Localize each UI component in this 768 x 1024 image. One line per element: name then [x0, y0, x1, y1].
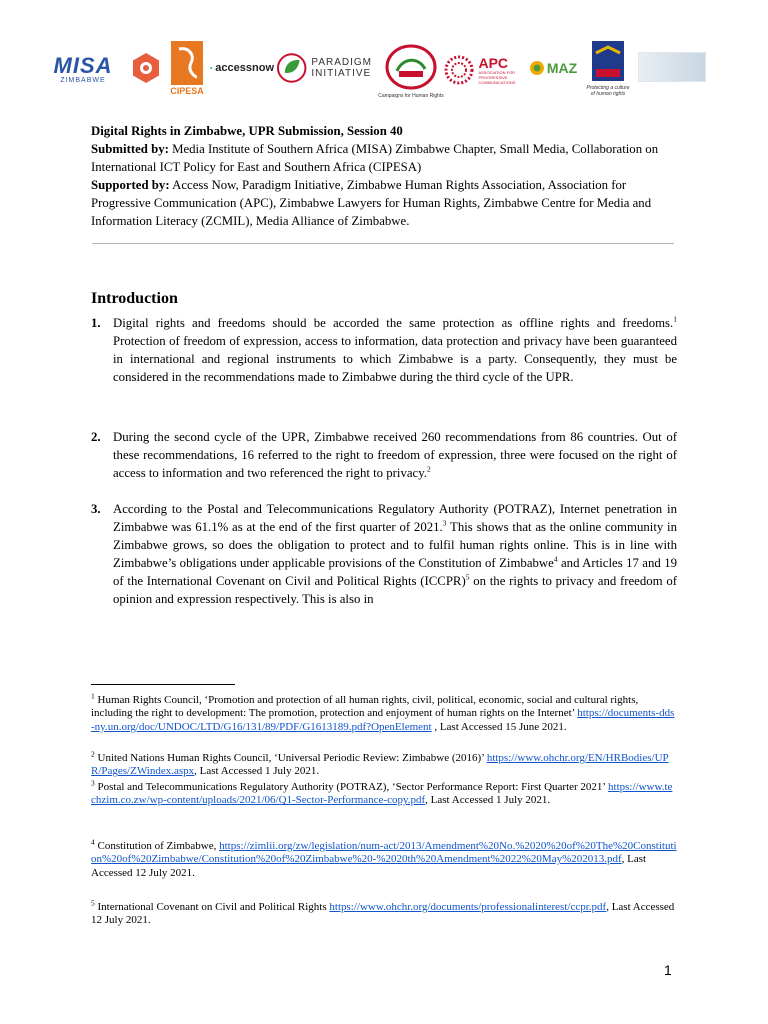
- header-divider: [92, 243, 674, 244]
- zimrights-emblem-icon: [383, 43, 439, 93]
- page-number: 1: [664, 962, 672, 978]
- paragraph-text: According to the Postal and Telecommunications Regulatory Authority (POTRAZ), Internet penetration in Zimbabwe was 61.1% as at the end of the first quarter of 2021.: [113, 502, 677, 534]
- paragraph-number: 3.: [91, 502, 101, 516]
- misa-zimbabwe-logo: [46, 54, 120, 84]
- submitted-by-text: Media Institute of Southern Africa (MISA) Zimbabwe Chapter, Small Media, Collaboration on International ICT Policy for East and Southern Africa (CIPESA): [91, 142, 659, 174]
- footnote-separator: [91, 684, 235, 685]
- paragraph-1: [91, 314, 677, 386]
- paradigm-logo-line1: PARADIGM: [311, 57, 372, 68]
- cipesa-logo-mark: [171, 41, 203, 85]
- orange-hexagon-logo: [130, 52, 162, 84]
- footnote-text: , Last Accessed 12 July 2021.: [91, 901, 675, 927]
- misa-logo-text: MISA: [53, 52, 113, 78]
- document-title: Digital Rights in Zimbabwe, UPR Submission, Session 40: [91, 124, 403, 138]
- paragraph-text: Protection of freedom of expression, access to information, data protection and privacy have been guaranteed in international and regional instruments to which Zimbabwe is a party. Consequently, they must be considered in the recommendations made to Zimbabwe during the third cycle of the UPR.: [113, 334, 677, 384]
- cipesa-logo-text: CIPESA: [170, 85, 204, 96]
- misa-logo-subtext: ZIMBABWE: [60, 76, 106, 84]
- maz-logo-text: MAZ: [546, 60, 578, 76]
- apc-logo: [440, 42, 520, 98]
- zlhr-shield-icon: [590, 39, 626, 85]
- footnote-number: 5: [91, 898, 95, 908]
- paragraph-text: During the second cycle of the UPR, Zimbabwe received 260 recommendations from 86 countries. Out of these recommendations, 16 referred to the right to freedom of expression, three were focused on the right of access to information and two referenced the right to privacy.: [113, 430, 677, 480]
- apc-subtext-3: COMMUNICATIONS: [478, 79, 516, 85]
- zimrights-caption: Campaigns for Human Rights: [378, 93, 444, 99]
- paragraph-text: This shows that as the online community in Zimbabwe grows, so does the obligation to protect and to fulfil human rights online. This is in line with Zimbabwe’s obligations under applicable provisions of the Constitution of Zimbabwe: [113, 520, 678, 570]
- apc-subtext-2: PROGRESSIVE: [478, 74, 508, 80]
- footnote-3: [91, 778, 677, 808]
- footnote-text: , Last Accessed 15 June 2021.: [431, 720, 567, 733]
- footnote-link[interactable]: https://www.ohchr.org/documents/professionalinterest/ccpr.pdf: [329, 901, 607, 913]
- introduction-heading: Introduction: [91, 290, 178, 307]
- footnote-text: Constitution of Zimbabwe,: [94, 840, 220, 852]
- footnote-link[interactable]: https://zimlii.org/zw/legislation/num-act/2013/Amendment%20No.%2020%20of%20The%20Constitution%20of%20Zimbabwe/Constitution%20of%20Zimbabwe%20-%2020th%20Amendment%2022%20May%202013.pdf: [91, 840, 677, 866]
- footnote-4: [91, 837, 677, 880]
- footnote-2: [91, 749, 677, 779]
- cipesa-logo: [170, 38, 204, 98]
- footnote-text: , Last Accessed 1 July 2021.: [194, 765, 320, 778]
- footnote-text: International Covenant on Civil and Political Rights: [94, 901, 330, 913]
- paragraph-2: [91, 428, 677, 482]
- paradigm-logo-line2: INITIATIVE: [311, 68, 372, 79]
- footnote-ref[interactable]: 4: [553, 554, 558, 564]
- maz-logo: [526, 56, 580, 80]
- supported-by-text: Access Now, Paradigm Initiative, Zimbabwe Human Rights Association, Association for Progressive Communication (APC), Zimbabwe Lawyers for Human Rights, Zimbabwe Centre for Media and Information Literacy (ZCMIL), Media Alliance of Zimbabwe.: [91, 178, 652, 228]
- paradigm-leaf-icon: [276, 52, 307, 84]
- paragraph-3: [91, 500, 677, 608]
- apc-subtext-1: ASSOCIATION FOR: [478, 69, 516, 75]
- footnote-text: , Last Accessed 1 July 2021.: [425, 794, 551, 807]
- paragraph-number: 1.: [91, 316, 101, 330]
- paradigm-initiative-logo: [276, 48, 372, 88]
- submitted-by-label: Submitted by:: [91, 142, 169, 156]
- paragraph-number: 2.: [91, 430, 101, 444]
- footnote-text: United Nations Human Rights Council, ‘Universal Periodic Review: Zimbabwe (2016)’: [94, 752, 487, 764]
- footnote-ref[interactable]: 1: [673, 314, 677, 324]
- apc-logo-text: APC: [478, 54, 509, 71]
- footnote-number: 4: [91, 837, 95, 847]
- accessnow-logo-text: accessnow: [215, 62, 274, 74]
- footnote-ref[interactable]: 5: [465, 572, 470, 582]
- footnote-number: 2: [91, 749, 95, 759]
- footnote-link[interactable]: https://www.techzim.co.zw/wp-content/uploads/2021/06/Q1-Sector-Performance-copy.pdf: [91, 781, 673, 807]
- footnote-text: , Last Accessed 12 July 2021.: [91, 853, 647, 879]
- paragraph-text: and Articles 17 and 19 of the International Covenant on Civil and Political Rights (ICCPR): [113, 556, 677, 588]
- paragraph-text: on the rights to privacy and freedom of opinion and expression respectively. This is also in: [113, 574, 677, 606]
- zimrights-logo: [375, 40, 447, 102]
- footnote-number: 3: [91, 778, 95, 788]
- footnote-ref[interactable]: 2: [427, 464, 431, 474]
- maz-circle-icon: [529, 60, 545, 76]
- footnote-text: Postal and Telecommunications Regulatory Authority (POTRAZ), ‘Sector Performance Report: First Quarter 2021’: [94, 781, 609, 793]
- supported-by-label: Supported by:: [91, 178, 170, 192]
- submission-header: [91, 122, 677, 230]
- accessnow-logo: [210, 58, 274, 78]
- footnote-link[interactable]: https://documents-dds-ny.un.org/doc/UNDOC/LTD/G16/131/89/PDF/G1613189.pdf?OpenElement: [91, 707, 675, 733]
- footnote-link[interactable]: https://www.ohchr.org/EN/HRBodies/UPR/Pages/ZWindex.aspx: [91, 752, 669, 778]
- zlhr-caption: Protecting a culture of human rights: [586, 85, 630, 97]
- footnote-ref[interactable]: 3: [442, 518, 447, 528]
- apc-sun-icon: [444, 55, 474, 85]
- footnote-1: [91, 691, 677, 734]
- footnote-number: 1: [91, 691, 95, 701]
- paragraph-text: Digital rights and freedoms should be accorded the same protection as offline rights and freedoms.: [113, 316, 674, 330]
- zlhr-logo: [584, 32, 632, 104]
- zcmil-logo: [638, 52, 706, 82]
- footnote-5: [91, 898, 677, 928]
- partner-logos: [40, 28, 730, 108]
- footnote-text: Human Rights Council, ‘Promotion and protection of all human rights, civil, political, economic, social and cultural rights, including the right to development: The promotion, protection and enjoyment of human rights on the Internet’: [91, 694, 639, 720]
